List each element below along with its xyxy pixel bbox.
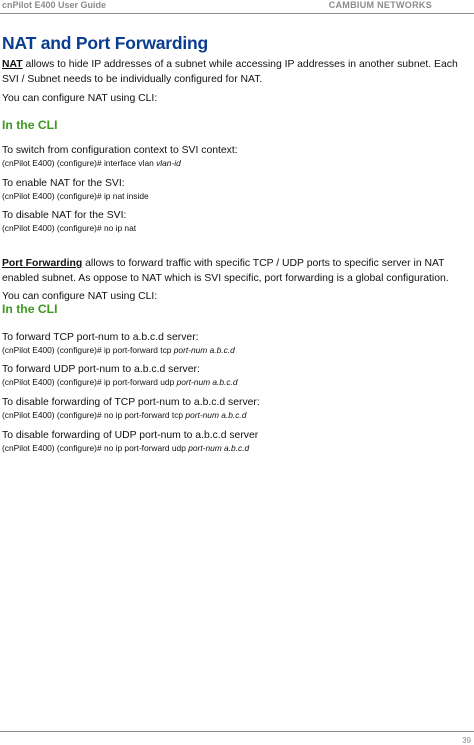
footer-divider [0,731,474,732]
command-text: (cnPilot E400) (configure)# ip port-forward udp [2,377,177,387]
step-command [2,345,468,356]
pf-intro-line1 [2,256,468,271]
pf-cli-heading: In the CLI [2,302,58,316]
command-arg: port-num a.b.c.d [173,345,235,355]
pf-term: Port Forwarding [2,258,83,269]
header-company: CAMBIUM NETWORKS [328,0,432,10]
nat-step [2,208,468,234]
command-arg: port-num a.b.c.d [188,443,250,453]
command-arg: port-num a.b.c.d [185,410,247,420]
step-command [2,377,468,388]
pf-cli-heading-block [2,302,468,316]
pf-step [2,362,468,388]
nat-term: NAT [2,59,23,70]
page-title: NAT and Port Forwarding [2,33,209,53]
nat-cli-intro-text: You can configure NAT using CLI: [2,93,158,104]
step-command [2,158,468,169]
command-text: (cnPilot E400) (configure)# no ip port-forward tcp [2,410,186,420]
pf-step [2,330,468,356]
step-description: To disable forwarding of TCP port-num to a.b.c.d server: [2,397,260,408]
step-description: To disable forwarding of UDP port-num to a.b.c.d server [2,430,259,441]
pf-step [2,428,468,454]
command-text: (cnPilot E400) (configure)# ip port-forward tcp [2,345,174,355]
nat-intro-line2: SVI / Subnet needs to be individually configured for NAT. [2,74,263,85]
step-description: To switch from configuration context to SVI context: [2,145,238,156]
nat-step [2,143,468,169]
pf-step [2,395,468,421]
command-text: (cnPilot E400) (configure)# interface vlan [2,158,157,168]
nat-intro [2,57,468,87]
page-header [0,0,474,14]
command-text: (cnPilot E400) (configure)# no ip port-forward udp [2,443,189,453]
command-arg: vlan-id [156,158,181,168]
nat-cli-intro [2,91,468,106]
nat-cli-heading: In the CLI [2,118,58,132]
command-arg: port-num a.b.c.d [176,377,238,387]
nat-cli-heading-block [2,118,468,132]
nat-step [2,176,468,202]
nat-intro-line1 [2,57,468,72]
pf-intro [2,256,468,286]
step-command [2,223,468,234]
nat-intro-text: allows to hide IP addresses of a subnet while accessing IP addresses in another subnet. Each [22,59,458,70]
step-description: To forward UDP port-num to a.b.c.d server: [2,364,200,375]
pf-intro-text: allows to forward traffic with specific TCP / UDP ports to specific server in NAT [82,258,445,269]
pf-intro-line2: enabled subnet. As oppose to NAT which is SVI specific, port forwarding is a global configuration. [2,273,449,284]
page-title-block [2,33,468,54]
page-number: 39 [462,736,471,745]
step-command [2,443,468,454]
command-text: (cnPilot E400) (configure)# no ip nat [2,223,137,233]
step-description: To disable NAT for the SVI: [2,210,127,221]
step-description: To forward TCP port-num to a.b.c.d server: [2,332,199,343]
header-doc-title: cnPilot E400 User Guide [2,0,107,10]
step-description: To enable NAT for the SVI: [2,178,125,189]
command-text: (cnPilot E400) (configure)# ip nat inside [2,191,149,201]
step-command [2,191,468,202]
step-command [2,410,468,421]
pf-cli-intro-text: You can configure NAT using CLI: [2,291,158,302]
